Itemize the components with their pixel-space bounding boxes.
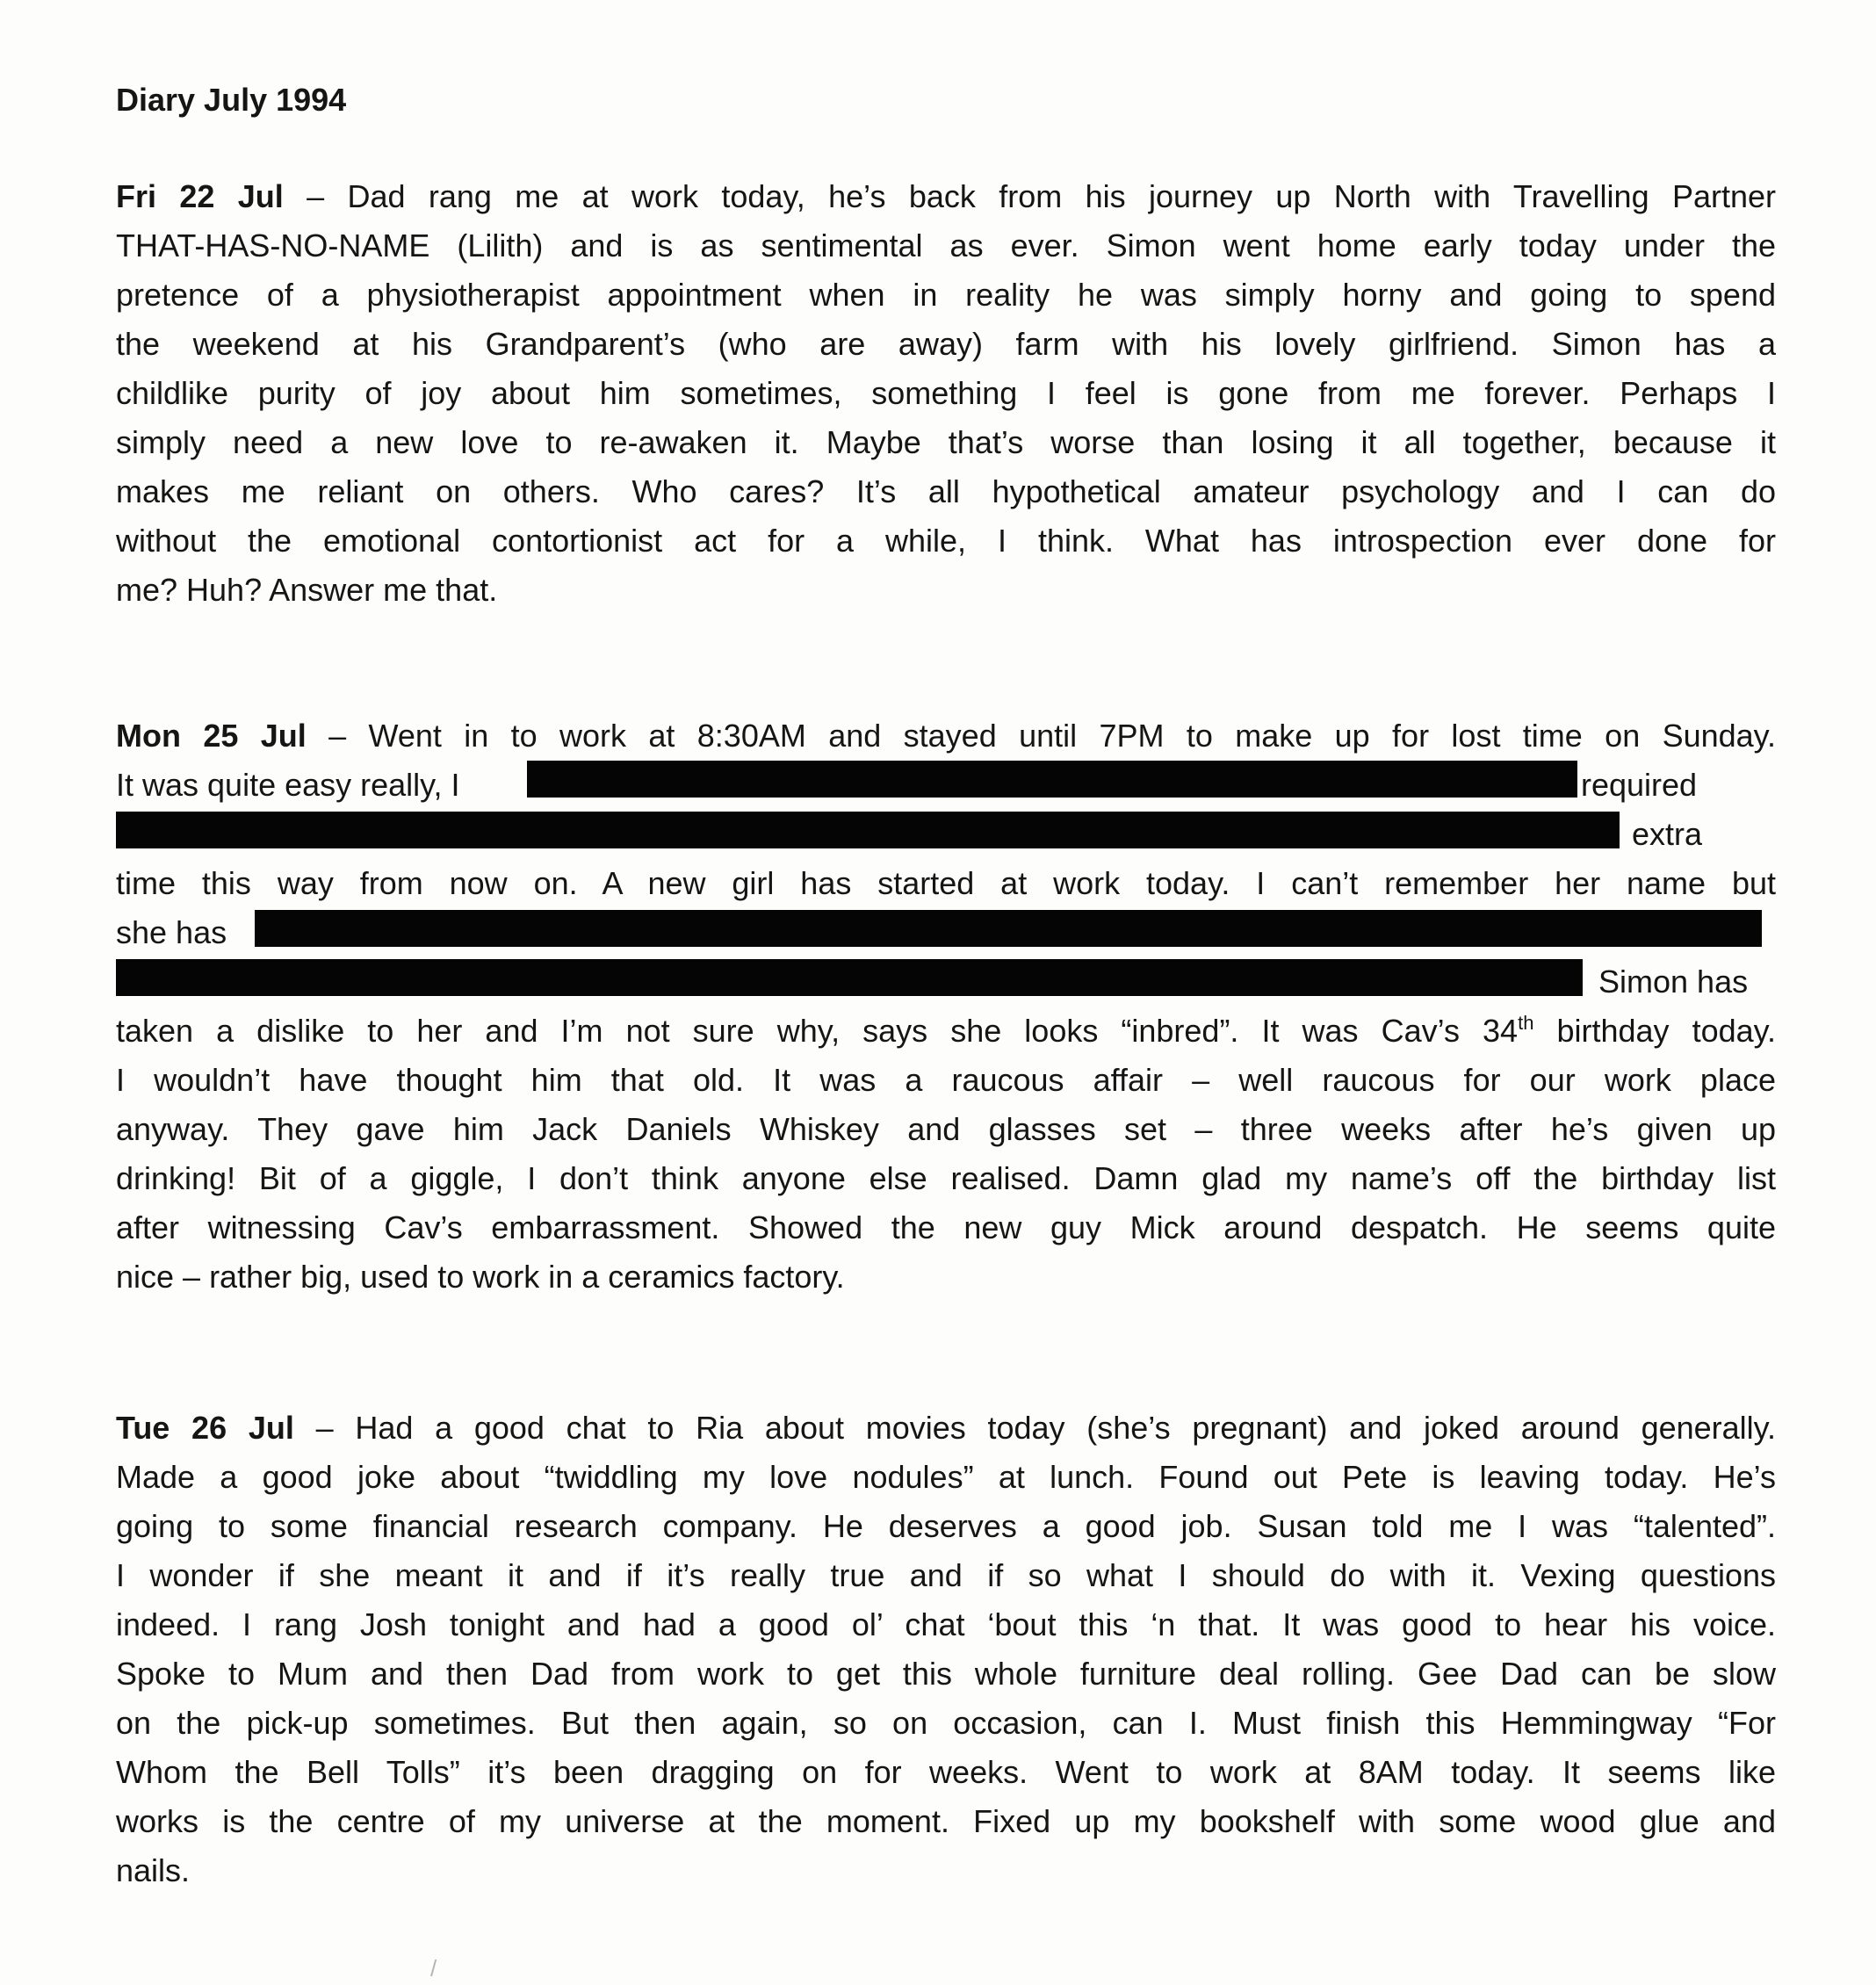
entry-line: going to some financial research company. He deserves a good job. Susan told me I was “talented”. bbox=[116, 1508, 1776, 1544]
document-title: Diary July 1994 bbox=[116, 82, 347, 118]
entry-line: simply need a new love to re-awaken it. Maybe that’s worse than losing it all together, because it bbox=[116, 424, 1776, 460]
entry-date: Mon 25 Jul bbox=[116, 718, 307, 754]
entry-line: I wouldn’t have thought him that old. It was a raucous affair – well raucous for our work place bbox=[116, 1062, 1776, 1098]
entry-line: nails. bbox=[116, 1852, 191, 1888]
entry-line: Simon has bbox=[1598, 964, 1749, 1000]
entry-line: makes me reliant on others. Who cares? It’s all hypothetical amateur psychology and I can do bbox=[116, 473, 1776, 509]
entry-line: extra bbox=[1632, 816, 1703, 852]
entry-line: Fri 22 Jul – Dad rang me at work today, he’s back from his journey up North with Travelling Partner bbox=[116, 178, 1776, 214]
entry-line: childlike purity of joy about him sometimes, something I feel is gone from me forever. Perhaps I bbox=[116, 375, 1776, 411]
entry-line: indeed. I rang Josh tonight and had a good ol’ chat ‘bout this ‘n that. It was good to hear his voice. bbox=[116, 1606, 1776, 1642]
entry-date: Tue 26 Jul bbox=[116, 1410, 294, 1446]
scan-speck-mark: / bbox=[430, 1955, 437, 1981]
entry-line: anyway. They gave him Jack Daniels Whiskey and glasses set – three weeks after he’s given up bbox=[116, 1111, 1776, 1147]
entry-line: I wonder if she meant it and if it’s really true and if so what I should do with it. Vexing questions bbox=[116, 1557, 1776, 1593]
entry-line: Tue 26 Jul – Had a good chat to Ria about movies today (she’s pregnant) and joked around generally. bbox=[116, 1410, 1776, 1446]
entry-line: Made a good joke about “twiddling my love nodules” at lunch. Found out Pete is leaving today. He’s bbox=[116, 1459, 1776, 1495]
redaction-bar bbox=[255, 910, 1762, 947]
entry-line: nice – rather big, used to work in a ceramics factory. bbox=[116, 1259, 845, 1295]
entry-line: Mon 25 Jul – Went in to work at 8:30AM and stayed until 7PM to make up for lost time on Sunday. bbox=[116, 718, 1777, 754]
entry-line: It was quite easy really, I required bbox=[116, 767, 1698, 803]
entry-line: without the emotional contortionist act for a while, I think. What has introspection ever done for bbox=[116, 523, 1776, 559]
entry-line: pretence of a physiotherapist appointment when in reality he was simply horny and going to spend bbox=[116, 277, 1776, 313]
entry-line: on the pick-up sometimes. But then again, so on occasion, can I. Must finish this Hemmingway “For bbox=[116, 1705, 1776, 1741]
entry-line: works is the centre of my universe at the moment. Fixed up my bookshelf with some wood glue and bbox=[116, 1803, 1776, 1839]
entry-line: the weekend at his Grandparent’s (who are away) farm with his lovely girlfriend. Simon has a bbox=[116, 326, 1776, 362]
entry-line: THAT-HAS-NO-NAME (Lilith) and is as sentimental as ever. Simon went home early today under the bbox=[116, 227, 1776, 263]
entry-date: Fri 22 Jul bbox=[116, 178, 284, 214]
entry-line: time this way from now on. A new girl has started at work today. I can’t remember her name but bbox=[116, 865, 1776, 901]
entry-line: she has bbox=[116, 914, 227, 950]
redaction-bar bbox=[116, 959, 1583, 996]
entry-line: after witnessing Cav’s embarrassment. Showed the new guy Mick around despatch. He seems quite bbox=[116, 1209, 1776, 1245]
redaction-bar bbox=[527, 761, 1577, 798]
entry-line: Whom the Bell Tolls” it’s been dragging on for weeks. Went to work at 8AM today. It seems like bbox=[116, 1754, 1776, 1790]
entry-line: me? Huh? Answer me that. bbox=[116, 572, 498, 608]
entry-line: Spoke to Mum and then Dad from work to get this whole furniture deal rolling. Gee Dad can be slow bbox=[116, 1656, 1776, 1692]
entry-line: drinking! Bit of a giggle, I don’t think anyone else realised. Damn glad my name’s off the birthday list bbox=[116, 1160, 1776, 1196]
entry-line: taken a dislike to her and I’m not sure why, says she looks “inbred”. It was Cav’s 34th birthday today. bbox=[116, 1012, 1777, 1049]
redaction-bar bbox=[116, 812, 1620, 848]
